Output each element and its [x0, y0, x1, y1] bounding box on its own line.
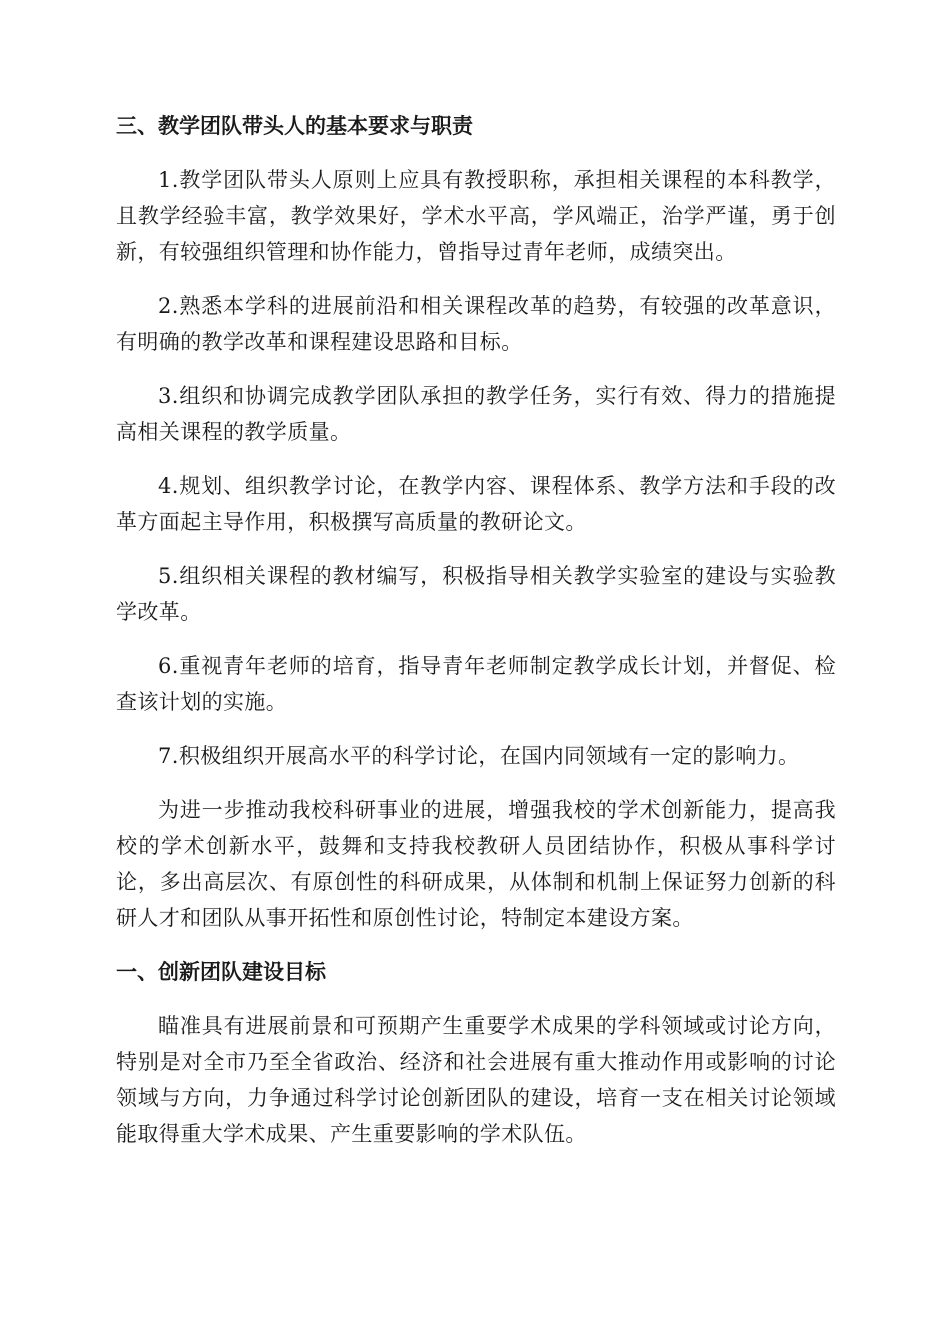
intro-paragraph: 为进一步推动我校科研事业的进展，增强我校的学术创新能力，提高我校的学术创新水平，鼓舞和支持我校教研人员团结协作，积极从事科学讨论，多出高层次、有原创性的科研成果，从体制和机制上保证努力创新的科研人才和团队从事开拓性和原创性讨论，特制定本建设方案。: [116, 798, 836, 930]
requirement-item-7: 7.积极组织开展高水平的科学讨论，在国内同领域有一定的影响力。: [158, 744, 800, 768]
requirement-item-6: 6.重视青年老师的培育，指导青年老师制定教学成长计划，并督促、检查该计划的实施。: [116, 654, 836, 714]
requirement-item-4: 4.规划、组织教学讨论，在教学内容、课程体系、教学方法和手段的改革方面起主导作用，积极撰写高质量的教研论文。: [116, 474, 836, 534]
document-page: [116, 108, 836, 1170]
requirement-item-3: 3.组织和协调完成教学团队承担的教学任务，实行有效、得力的措施提高相关课程的教学质量。: [116, 384, 836, 444]
team-goals-paragraph: 瞄准具有进展前景和可预期产生重要学术成果的学科领域或讨论方向，特别是对全市乃至全省政治、经济和社会进展有重大推动作用或影响的讨论领域与方向，力争通过科学讨论创新团队的建设，培育一支在相关讨论领域能取得重大学术成果、产生重要影响的学术队伍。: [116, 1014, 836, 1146]
requirement-item-2: 2.熟悉本学科的进展前沿和相关课程改革的趋势，有较强的改革意识，有明确的教学改革和课程建设思路和目标。: [116, 294, 836, 354]
requirement-item-5: 5.组织相关课程的教材编写，积极指导相关教学实验室的建设与实验教学改革。: [116, 564, 836, 624]
section-heading-responsibilities: 三、教学团队带头人的基本要求与职责: [116, 114, 473, 138]
section-heading-team-goals: 一、创新团队建设目标: [116, 960, 326, 984]
requirement-item-1: 1.教学团队带头人原则上应具有教授职称，承担相关课程的本科教学，且教学经验丰富，教学效果好，学术水平高，学风端正，治学严谨，勇于创新，有较强组织管理和协作能力，曾指导过青年老师，成绩突出。: [116, 168, 836, 264]
